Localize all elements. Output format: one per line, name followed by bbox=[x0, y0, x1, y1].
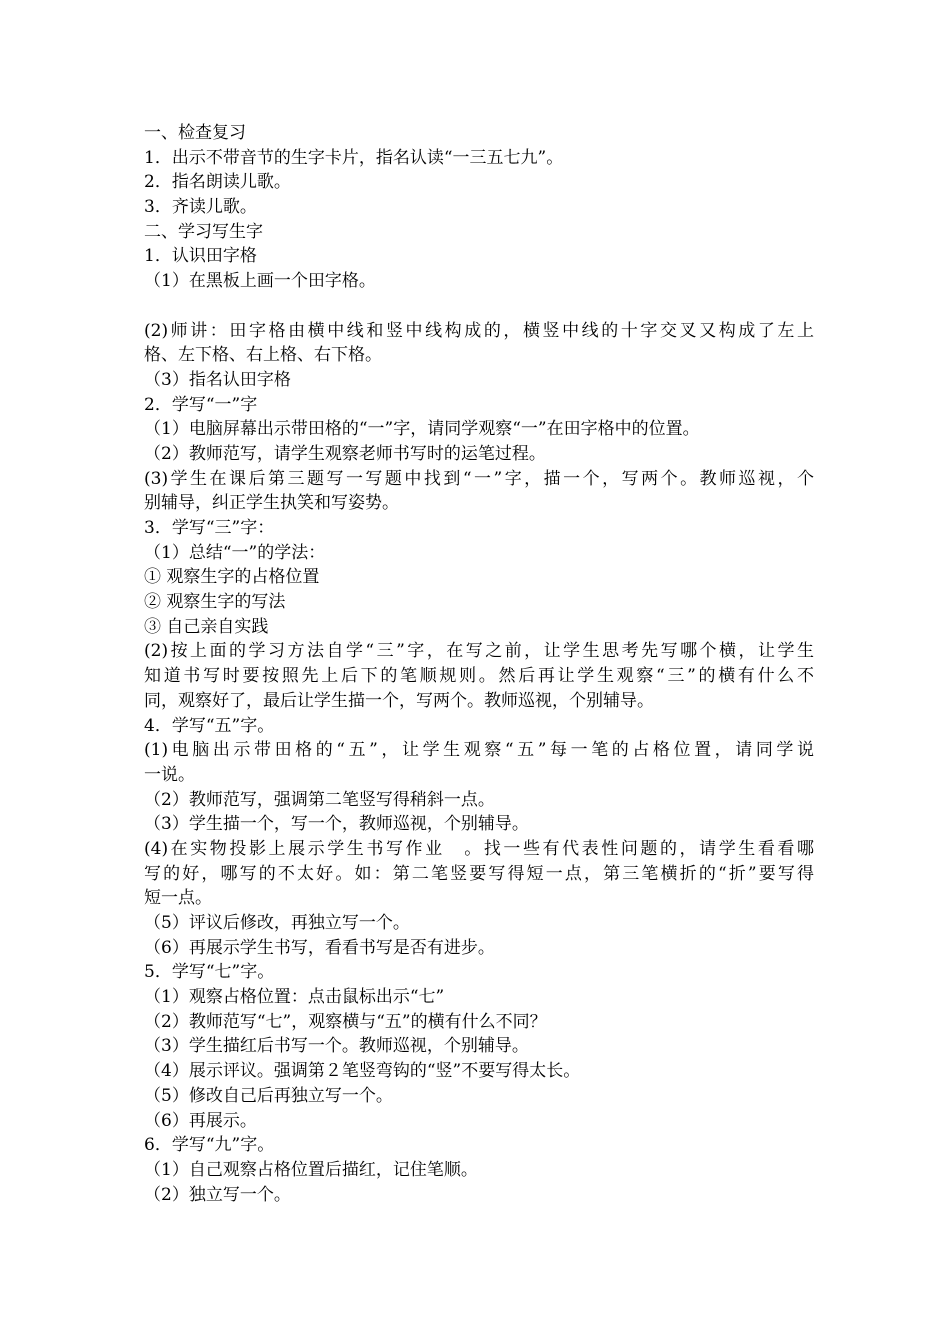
blank-line bbox=[144, 294, 814, 319]
text-line: 一说。 bbox=[144, 764, 195, 785]
text-line: 5．学写“七”字。 bbox=[144, 962, 275, 983]
text-line: 3．齐读儿歌。 bbox=[144, 197, 257, 218]
text-line: （6）再展示学生书写，看看书写是否有进步。 bbox=[144, 937, 495, 958]
section-heading-review: 一、检查复习 bbox=[144, 123, 246, 143]
text-line: （2）教师范写“七”，观察横与“五”的横有什么不同？ bbox=[144, 1011, 547, 1032]
text-line: （3）学生描一个，写一个，教师巡视，个别辅导。 bbox=[144, 814, 529, 835]
text-line: 写的好，哪写的不太好。如：第二笔竖要写得短一点，第三笔横折的“折”要写得 bbox=[144, 863, 814, 884]
text-line: (4)在实物投影上展示学生书写作业 。找一些有代表性问题的，请学生看看哪 bbox=[144, 838, 814, 859]
text-line: 别辅导，纠正学生执笑和写姿势。 bbox=[144, 493, 399, 514]
text-line: 2．指名朗读儿歌。 bbox=[144, 172, 291, 193]
text-line: （1）电脑屏幕出示带田格的“一”字，请同学观察“一”在田字格中的位置。 bbox=[144, 419, 700, 440]
text-line: (3)学生在课后第三题写一写题中找到“一”字，描一个，写两个。教师巡视，个 bbox=[144, 468, 814, 489]
text-line: 1．认识田字格 bbox=[144, 246, 257, 267]
text-line: 4．学写“五”字。 bbox=[144, 715, 275, 736]
text-line: 格、左下格、右上格、右下格。 bbox=[144, 345, 382, 366]
text-line: （4）展示评议。强调第２笔竖弯钩的“竖”不要写得太长。 bbox=[144, 1061, 581, 1082]
text-line: 1．出示不带音节的生字卡片，指名认读“一三五七九”。 bbox=[144, 147, 564, 168]
text-line: （5）修改自己后再独立写一个。 bbox=[144, 1085, 393, 1106]
text-line: （3）学生描红后书写一个。教师巡视，个别辅导。 bbox=[144, 1036, 529, 1057]
text-line: （5）评议后修改，再独立写一个。 bbox=[144, 913, 410, 933]
text-line: （2）教师范写，请学生观察老师书写时的运笔过程。 bbox=[144, 443, 546, 464]
text-line: 2．学写“一”字 bbox=[144, 394, 258, 415]
text-line: 知道书写时要按照先上后下的笔顺规则。然后再让学生观察“三”的横有什么不 bbox=[144, 666, 814, 687]
text-line: 3．学写“三”字： bbox=[144, 518, 275, 538]
text-line: (2)按上面的学习方法自学“三”字，在写之前，让学生思考先写哪个横，让学生 bbox=[144, 641, 814, 662]
list-item: ② 观察生字的写法 bbox=[144, 592, 286, 613]
text-line: 6．学写“九”字。 bbox=[144, 1135, 275, 1156]
text-line: (1)电脑出示带田格的“五”，让学生观察“五”每一笔的占格位置，请同学说 bbox=[144, 740, 814, 761]
text-line: （2）教师范写，强调第二笔竖写得稍斜一点。 bbox=[144, 789, 495, 810]
document-body bbox=[144, 121, 814, 1207]
text-line: 短一点。 bbox=[144, 888, 212, 909]
section-heading-writing: 二、学习写生字 bbox=[144, 221, 263, 242]
text-line: （1）自己观察占格位置后描红，记住笔顺。 bbox=[144, 1159, 478, 1180]
text-line: （3）指名认田字格 bbox=[144, 369, 291, 390]
text-line: （1）在黑板上画一个田字格。 bbox=[144, 271, 376, 292]
text-line: 同，观察好了，最后让学生描一个，写两个。教师巡视，个别辅导。 bbox=[144, 690, 654, 711]
text-line: （6）再展示。 bbox=[144, 1110, 257, 1131]
text-line: （2）独立写一个。 bbox=[144, 1184, 291, 1205]
list-item: ③ 自己亲自实践 bbox=[144, 616, 269, 637]
text-line: (2)师讲：田字格由横中线和竖中线构成的，横竖中线的十字交叉又构成了左上 bbox=[144, 320, 814, 341]
text-line: （1）观察占格位置：点击鼠标出示“七” bbox=[144, 987, 445, 1008]
list-item: ① 观察生字的占格位置 bbox=[144, 567, 320, 588]
text-line: （1）总结“一”的学法： bbox=[144, 542, 326, 563]
